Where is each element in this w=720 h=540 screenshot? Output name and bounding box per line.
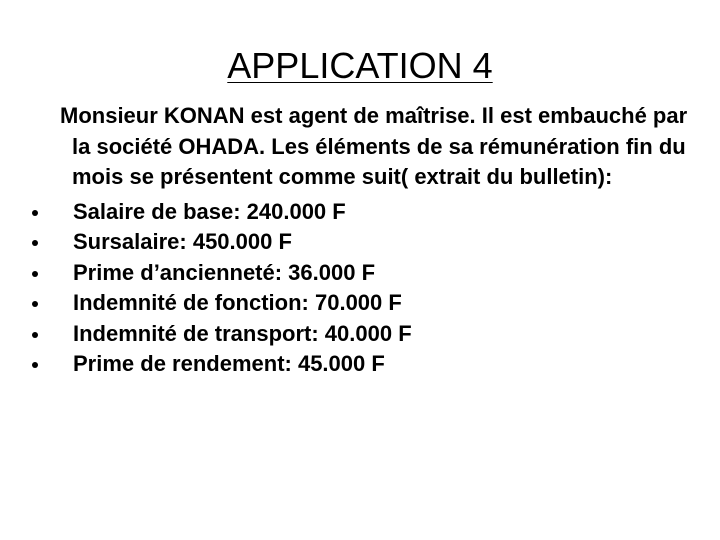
list-item-text: Salaire de base: 240.000 F xyxy=(73,198,346,224)
list-item-text: Prime de rendement: 45.000 F xyxy=(73,351,385,376)
list-item xyxy=(28,258,708,289)
list-item xyxy=(28,288,708,319)
list-item xyxy=(28,349,708,380)
list-item-text: Sursalaire: 450.000 F xyxy=(73,229,292,254)
slide-body xyxy=(28,101,708,380)
bullet-icon xyxy=(32,240,38,246)
bullet-icon xyxy=(32,271,38,277)
bullet-icon xyxy=(32,210,38,216)
intro-paragraph: Monsieur KONAN est agent de maîtrise. Il est embauché par la société OHADA. Les éléments de sa rémunération fin du mois se présentent comme suit( extrait du bulletin): xyxy=(60,103,688,189)
list-item-text: Prime d’ancienneté: 36.000 F xyxy=(73,259,376,285)
list-item xyxy=(28,227,708,258)
list-item-text: Indemnité de transport: 40.000 F xyxy=(73,320,412,346)
bullet-icon xyxy=(32,332,38,338)
list-item xyxy=(28,319,708,350)
slide-title: APPLICATION 4 xyxy=(227,45,493,86)
bullet-list xyxy=(28,197,708,380)
list-item xyxy=(28,197,708,228)
bullet-icon xyxy=(32,301,38,307)
bullet-icon xyxy=(32,362,38,368)
list-item-text: Indemnité de fonction: 70.000 F xyxy=(73,290,402,315)
